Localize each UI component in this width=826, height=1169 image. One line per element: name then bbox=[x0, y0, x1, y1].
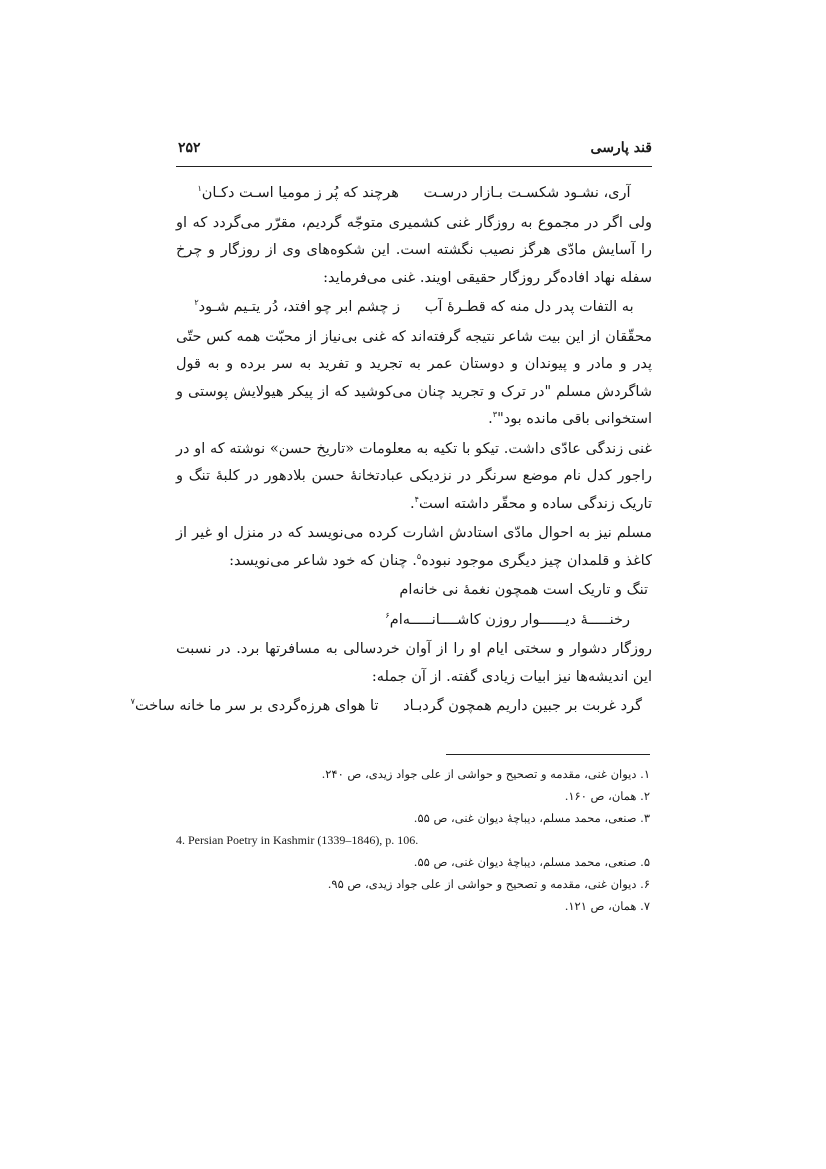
footnote: ۶. دیوان غنی، مقدمه و تصحیح و حواشی از علی جواد زیدی، ص ۹۵. bbox=[327, 877, 650, 891]
paragraph-text: . چنان که خود شاعر می‌نویسد: bbox=[229, 552, 417, 569]
paragraph: روزگار دشوار و سختی ایام او را از آوان خردسالی به مسافرتها برد. در نسبت این اندیشه‌ها نیز ابیات زیادی گفته. از آن جمله: bbox=[176, 641, 652, 685]
paragraph: ولی اگر در مجموع به روزگار غنی کشمیری متوجّه گردیم، مقرّر می‌گردد که او را آسایش مادّی هرگز نصیب نگشته است. این شکوه‌های وی از روزگار و چرخ سفله نهاد افاده‌گر روزگار حقیقی اویند. غنی می‌فرماید: bbox=[176, 214, 652, 286]
footnote: ۲. همان، ص ۱۶۰. bbox=[564, 789, 650, 803]
verse-couplet bbox=[176, 180, 652, 208]
footnote-ref: ۷ bbox=[130, 697, 135, 707]
footnote: 4. Persian Poetry in Kashmir (1339–1846), p. 106. bbox=[176, 833, 419, 847]
footnote: ۵. صنعی، محمد مسلم، دیباچهٔ دیوان غنی، ص ۵۵. bbox=[413, 855, 650, 869]
footnote-ref: ۴ bbox=[414, 494, 419, 504]
page-body bbox=[130, 178, 652, 723]
paragraph: غنی زندگی عادّی داشت. تیکو با تکیه به معلومات «تاریخ حسن» نوشته که او در راجور کدل نام موضع سرنگر در نزدیکی عبادتخانهٔ حسن بلادهور در کلبهٔ تنگ و تاریک زندگی ساده و محقّر داشته است$^۴$. bbox=[176, 440, 652, 512]
paragraph-text: مسلم نیز به احوال مادّی استادش اشارت کرده می‌نویسد که در منزل او غیر از کاغذ و قلمدان چیز دیگری موجود نبوده bbox=[176, 525, 652, 569]
verse-hemistich bbox=[187, 180, 408, 208]
page-number: ۲۵۲ bbox=[178, 140, 201, 156]
running-title: قند پارسی bbox=[590, 140, 652, 156]
footnote-ref: ۶ bbox=[385, 610, 390, 620]
verse-hemistich: گرد غربت بر جبین داریم همچون گردبـاد bbox=[403, 698, 642, 714]
verse-hemistich bbox=[184, 294, 410, 322]
paragraph: محقّقان از این بیت شاعر نتیجه گرفته‌اند که غنی بی‌نیاز از محبّت همه کس حتّی پدر و مادر و پیوندان و دوستان عمر به تجرید و تفرید به سر برده و به قول شاگردش مسلم "در ترک و تجرید چنان می‌کوشید که از پیکر هیولایش پوستی و استخوانی باقی مانده بود"$^۳$. bbox=[176, 328, 652, 427]
footnote-ref: ۲ bbox=[194, 298, 199, 308]
verse-hemistich bbox=[121, 693, 389, 721]
footnote-ref: ۵ bbox=[416, 551, 422, 561]
footnote: ۱. دیوان غنی، مقدمه و تصحیح و حواشی از علی جواد زیدی، ص ۲۴۰. bbox=[321, 767, 650, 781]
verse-line bbox=[176, 607, 652, 635]
verse-text: رخنـــــهٔ دیــــــوار روزن کاشــــانـــــه‌ام bbox=[389, 611, 630, 628]
verse-couplet bbox=[130, 693, 652, 721]
verse-text: تا هوای هرزه‌گردی بر سر ما خانه ساخت bbox=[134, 698, 379, 714]
verse-hemistich: به التفات پدر دل منه که قطـرهٔ آب bbox=[424, 299, 634, 315]
page-header bbox=[176, 140, 652, 167]
paragraph-text: غنی زندگی عادّی داشت. تیکو با تکیه به معلومات «تاریخ حسن» نوشته که او در راجور کدل نام موضع سرنگر در نزدیکی عبادتخانهٔ حسن بلادهور در کلبهٔ تنگ و تاریک زندگی ساده و محقّر داشته است bbox=[176, 440, 652, 512]
footnote-ref: ۳ bbox=[492, 410, 498, 420]
footnote: ۷. همان، ص ۱۲۱. bbox=[564, 899, 650, 913]
verse-text: ز چشم ابر چو افتد، دُر یتـیم شـود bbox=[198, 299, 401, 315]
footnote: ۳. صنعی، محمد مسلم، دیباچهٔ دیوان غنی، ص ۵۵. bbox=[413, 811, 650, 825]
footnote-ref: ۱ bbox=[197, 184, 202, 194]
paragraph-text: محقّقان از این بیت شاعر نتیجه گرفته‌اند که غنی بی‌نیاز از محبّت همه کس حتّی پدر و مادر و پیوندان و دوستان عمر به تجرید و تفرید به سر برده و به قول شاگردش مسلم "در ترک و تجرید چنان می‌کوشید که از پیکر هیولایش پوستی و استخوانی باقی مانده بود" bbox=[176, 328, 652, 427]
verse-text: هرچند که پُر ز مومیا اسـت دکـان bbox=[201, 185, 399, 201]
verse-line: تنگ و تاریک است همچون نغمهٔ نی خانه‌ام bbox=[399, 582, 648, 598]
verse-hemistich: آری، نشـود شکسـت بـازار درسـت bbox=[423, 185, 631, 201]
footnote-divider bbox=[446, 754, 650, 755]
verse-couplet bbox=[176, 294, 652, 322]
footnotes bbox=[176, 763, 652, 917]
paragraph bbox=[176, 520, 652, 575]
